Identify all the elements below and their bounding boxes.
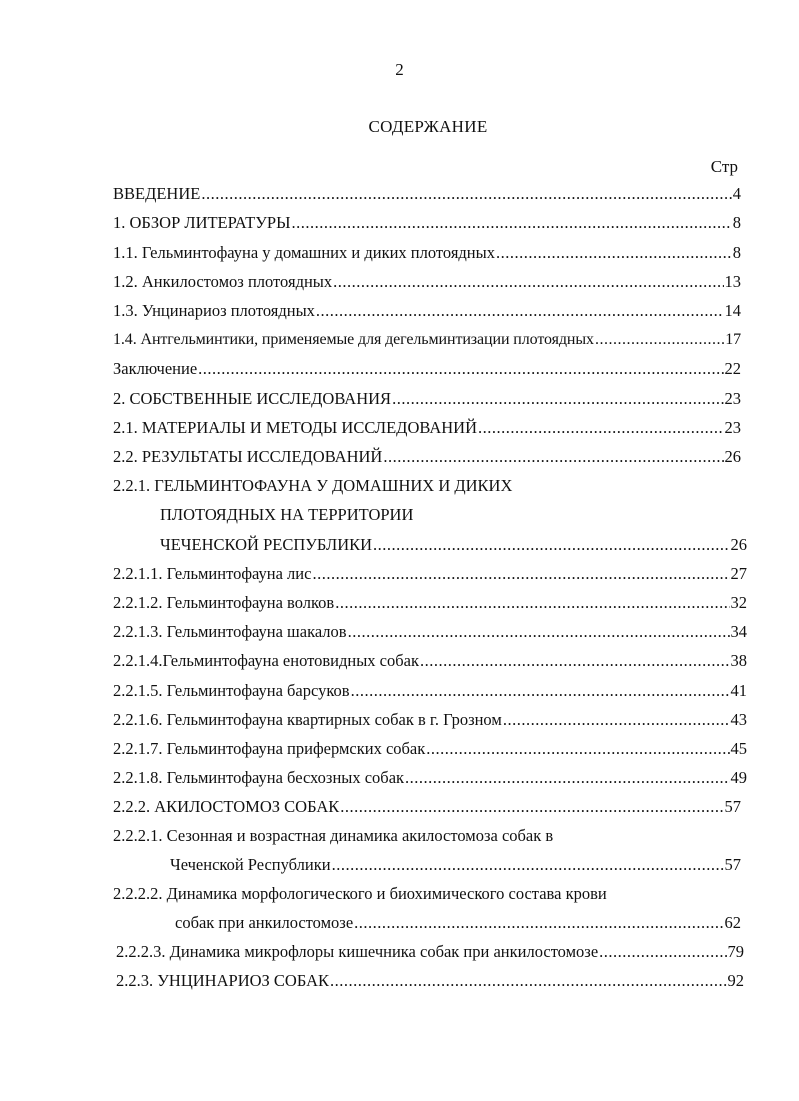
toc-entry-page: 8 bbox=[732, 213, 741, 232]
toc-entry-page: 17 bbox=[725, 331, 741, 348]
toc-entry-2-2-1-3 bbox=[113, 622, 747, 642]
toc-entry-2-2-2 bbox=[113, 797, 741, 817]
toc-entry-page: 13 bbox=[724, 272, 741, 291]
toc-entry-text: 2.2.1.1. Гельминтофауна лис bbox=[113, 564, 312, 583]
toc-entry-text: 2.2.2.3. Динамика микрофлоры кишечника собак при анкилостомозе bbox=[116, 942, 599, 961]
toc-entry-text: ВВЕДЕНИЕ bbox=[113, 184, 201, 203]
toc-title: СОДЕРЖАНИЕ bbox=[368, 117, 488, 136]
toc-entry-text: 2.2.3. УНЦИНАРИОЗ СОБАК bbox=[116, 971, 330, 990]
toc-entry-page: 22 bbox=[724, 359, 741, 378]
toc-entry-page: 23 bbox=[724, 389, 741, 408]
toc-entry-2-2-1-7 bbox=[113, 739, 747, 759]
toc-entry-2-2-1-last bbox=[160, 535, 747, 555]
toc-entry-text: 2.2.1.8. Гельминтофауна бесхозных собак bbox=[113, 768, 405, 787]
toc-entry-own-research bbox=[113, 389, 741, 409]
toc-entry-2-2-1-4 bbox=[113, 651, 747, 671]
toc-entry-page: 62 bbox=[724, 913, 741, 932]
toc-entry-introduction bbox=[113, 184, 741, 204]
toc-entry-literature-review bbox=[113, 213, 741, 233]
toc-entry-2-2-2-1-line-1: 2.2.2.1. Сезонная и возрастная динамика акилостомоза собак в bbox=[113, 826, 554, 845]
toc-entry-2-2-1-1 bbox=[113, 564, 747, 584]
toc-entry-page: 27 bbox=[730, 564, 747, 583]
toc-entry-page: 23 bbox=[724, 418, 741, 437]
toc-entry-text: 2.2. РЕЗУЛЬТАТЫ ИССЛЕДОВАНИЙ bbox=[113, 447, 383, 466]
toc-entry-page: 38 bbox=[730, 651, 747, 670]
toc-entry-page: 26 bbox=[730, 535, 747, 554]
page-number: 2 bbox=[395, 60, 404, 79]
toc-entry-text: 2.2.1.4.Гельминтофауна енотовидных собак bbox=[113, 651, 419, 670]
toc-entry-page: 26 bbox=[724, 447, 741, 466]
toc-entry-text: 1.2. Анкилостомоз плотоядных bbox=[113, 272, 333, 291]
toc-entry-2-2 bbox=[113, 447, 741, 467]
toc-entry-page: 34 bbox=[730, 622, 747, 641]
toc-entry-text: 2.1. МАТЕРИАЛЫ И МЕТОДЫ ИССЛЕДОВАНИЙ bbox=[113, 418, 477, 437]
toc-entry-text: 1.1. Гельминтофауна у домашних и диких плотоядных bbox=[113, 243, 495, 262]
toc-entry-text: 2.2.1.6. Гельминтофауна квартирных собак в г. Грозном bbox=[113, 710, 502, 729]
toc-entry-page: 57 bbox=[724, 797, 741, 816]
toc-entry-page: 79 bbox=[727, 942, 744, 961]
toc-entry-text: Заключение bbox=[113, 359, 198, 378]
toc-entry-page: 14 bbox=[724, 301, 741, 320]
toc-entry-page: 92 bbox=[727, 971, 744, 990]
toc-entry-2-2-2-3 bbox=[116, 942, 744, 962]
toc-entry-2-2-3 bbox=[116, 971, 744, 991]
toc-entry-1-3 bbox=[113, 301, 741, 321]
toc-entry-text: собак при анкилостомозе bbox=[175, 913, 354, 932]
toc-entry-1-4 bbox=[113, 330, 741, 350]
toc-entry-1-2 bbox=[113, 272, 741, 292]
toc-entry-page: 41 bbox=[730, 681, 747, 700]
toc-entry-text: 1.3. Унцинариоз плотоядных bbox=[113, 301, 315, 320]
toc-entry-page: 8 bbox=[732, 243, 741, 262]
toc-entry-text: ЧЕЧЕНСКОЙ РЕСПУБЛИКИ bbox=[160, 535, 373, 554]
toc-entry-2-2-1-8 bbox=[113, 768, 747, 788]
toc-entry-2-2-1-6 bbox=[113, 710, 747, 730]
toc-entry-2-2-1-5 bbox=[113, 681, 747, 701]
toc-entry-page: 43 bbox=[730, 710, 747, 729]
toc-entry-text: 2.2.1.7. Гельминтофауна прифермских собак bbox=[113, 739, 426, 758]
toc-entry-page: 57 bbox=[724, 855, 741, 874]
toc-entry-text: 1.4. Антгельминтики, применяемые для дегельминтизации плотоядных bbox=[113, 331, 594, 348]
toc-entry-2-2-2-1-last bbox=[170, 855, 741, 875]
toc-entry-2-2-1-line-1: 2.2.1. ГЕЛЬМИНТОФАУНА У ДОМАШНИХ И ДИКИХ bbox=[113, 476, 513, 495]
toc-entry-text: 2. СОБСТВЕННЫЕ ИССЛЕДОВАНИЯ bbox=[113, 389, 392, 408]
toc-entry-conclusion bbox=[113, 359, 741, 379]
toc-entry-text: Чеченской Республики bbox=[170, 855, 331, 874]
toc-entry-1-1 bbox=[113, 243, 741, 263]
toc-entry-text: 2.2.1.2. Гельминтофауна волков bbox=[113, 593, 335, 612]
toc-entry-page: 49 bbox=[730, 768, 747, 787]
toc-entry-text: 1. ОБЗОР ЛИТЕРАТУРЫ bbox=[113, 213, 291, 232]
toc-entry-2-2-1-2 bbox=[113, 593, 747, 613]
page-column-header: Стр bbox=[710, 157, 738, 176]
toc-entry-text: 2.2.2. АКИЛОСТОМОЗ СОБАК bbox=[113, 797, 340, 816]
toc-entry-text: 2.2.1.3. Гельминтофауна шакалов bbox=[113, 622, 347, 641]
toc-entry-2-1 bbox=[113, 418, 741, 438]
toc-entry-2-2-2-2-last bbox=[175, 913, 741, 933]
toc-entry-2-2-2-2-line-1: 2.2.2.2. Динамика морфологического и биохимического состава крови bbox=[113, 884, 607, 903]
toc-entry-2-2-1-line-2: ПЛОТОЯДНЫХ НА ТЕРРИТОРИИ bbox=[160, 505, 414, 524]
toc-entry-text: 2.2.1.5. Гельминтофауна барсуков bbox=[113, 681, 350, 700]
toc-entry-page: 32 bbox=[730, 593, 747, 612]
toc-entry-page: 4 bbox=[732, 184, 741, 203]
toc-entry-page: 45 bbox=[730, 739, 747, 758]
